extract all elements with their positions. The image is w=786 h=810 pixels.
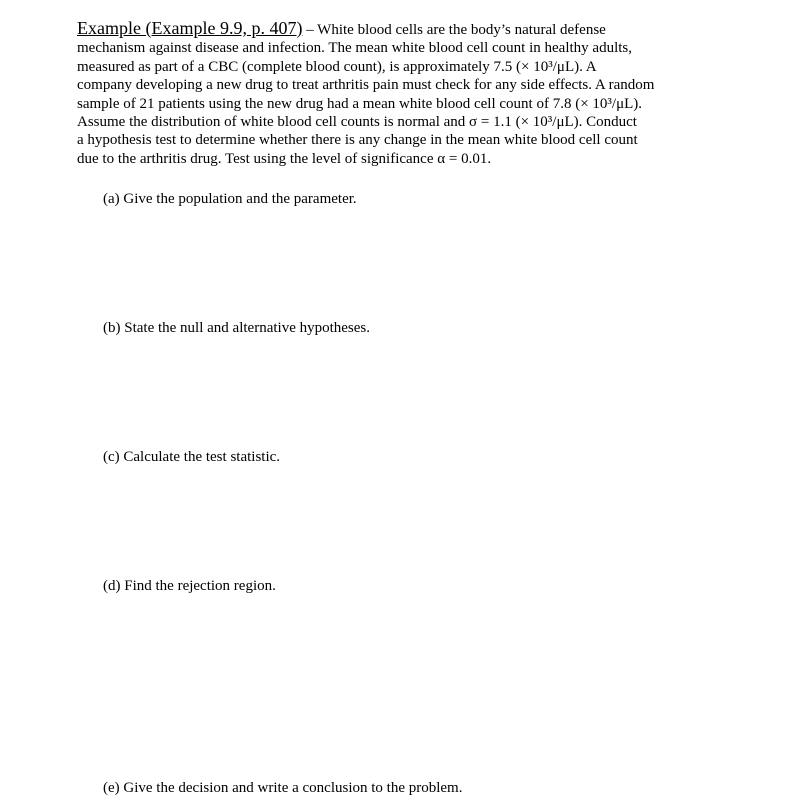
problem-line: measured as part of a CBC (complete blood count), is approximately 7.5 (× 10³/μL). A [77,58,597,75]
problem-line-1 [77,19,713,39]
problem-line: due to the arthritis drug. Test using the level of significance α = 0.01. [77,150,492,167]
problem-statement [77,19,713,168]
problem-line: Assume the distribution of white blood cell counts is normal and σ = 1.1 (× 10³/μL). Conduct [77,114,637,131]
problem-intro: – White blood cells are the body’s natural defense [302,22,606,38]
problem-line: mechanism against disease and infection. The mean white blood cell count in healthy adults, [77,40,632,57]
problem-line: sample of 21 patients using the new drug had a mean white blood cell count of 7.8 (× 10³/μL). [77,95,643,112]
question-d: (d) Find the rejection region. [103,578,276,594]
question-a: (a) Give the population and the parameter. [103,191,357,207]
problem-line: a hypothesis test to determine whether there is any change in the mean white blood cell count [77,132,638,149]
question-b: (b) State the null and alternative hypotheses. [103,320,371,336]
problem-line: company developing a new drug to treat arthritis pain must check for any side effects. A random [77,77,655,94]
question-c: (c) Calculate the test statistic. [103,449,281,465]
example-heading: Example (Example 9.9, p. 407) [77,18,303,38]
question-e: (e) Give the decision and write a conclusion to the problem. [103,780,463,796]
